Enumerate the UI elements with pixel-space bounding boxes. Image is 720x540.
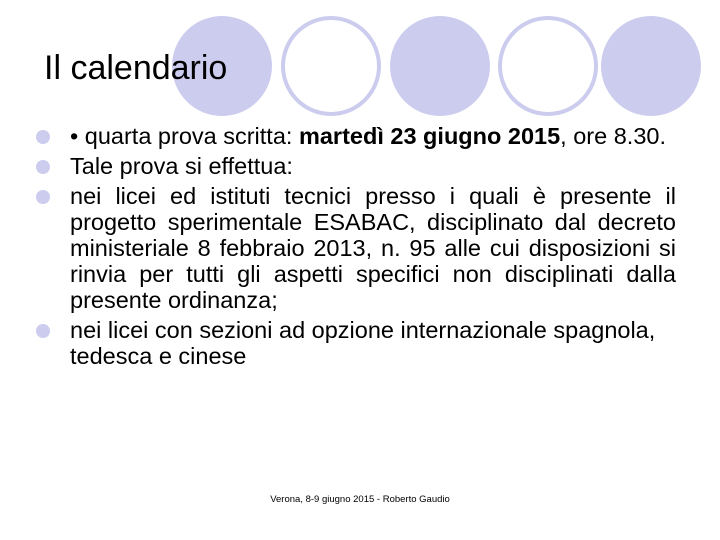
slide-title: Il calendario — [44, 49, 228, 87]
bullet-item-exam-date — [36, 123, 676, 149]
bullet-text: Tale prova si effettua: — [70, 153, 293, 179]
filled-circle-3 — [601, 16, 701, 116]
exam-date: martedì 23 giugno 2015 — [298, 123, 561, 149]
bullet-prefix: • quarta prova scritta: — [70, 123, 299, 149]
bullet-item-intro — [36, 153, 676, 179]
bullet-item-esabac — [36, 183, 676, 313]
ring-circle-1 — [283, 18, 379, 114]
filled-circle-2 — [390, 16, 490, 116]
bullet-text: nei licei ed istituti tecnici presso i quali è presente il progetto sperimentale ESABAC, disciplinato dal decreto ministeriale 8 febbraio 2013, n. 95 alle cui disposizioni si rinvia per tutti gli aspetti specifici non disciplinati dalla presente ordinanza; — [70, 183, 676, 313]
bullet-dot-icon — [36, 160, 50, 174]
bullet-list — [36, 123, 676, 373]
bullet-suffix: , ore 8.30. — [560, 123, 666, 149]
slide-footer: Verona, 8-9 giugno 2015 - Roberto Gaudio — [270, 494, 450, 505]
bullet-text: nei licei con sezioni ad opzione internazionale spagnola, tedesca e cinese — [70, 317, 656, 369]
bullet-dot-icon — [36, 130, 50, 144]
bullet-dot-icon — [36, 190, 50, 204]
bullet-item-international — [36, 317, 676, 369]
ring-circle-2 — [500, 18, 596, 114]
bullet-dot-icon — [36, 324, 50, 338]
